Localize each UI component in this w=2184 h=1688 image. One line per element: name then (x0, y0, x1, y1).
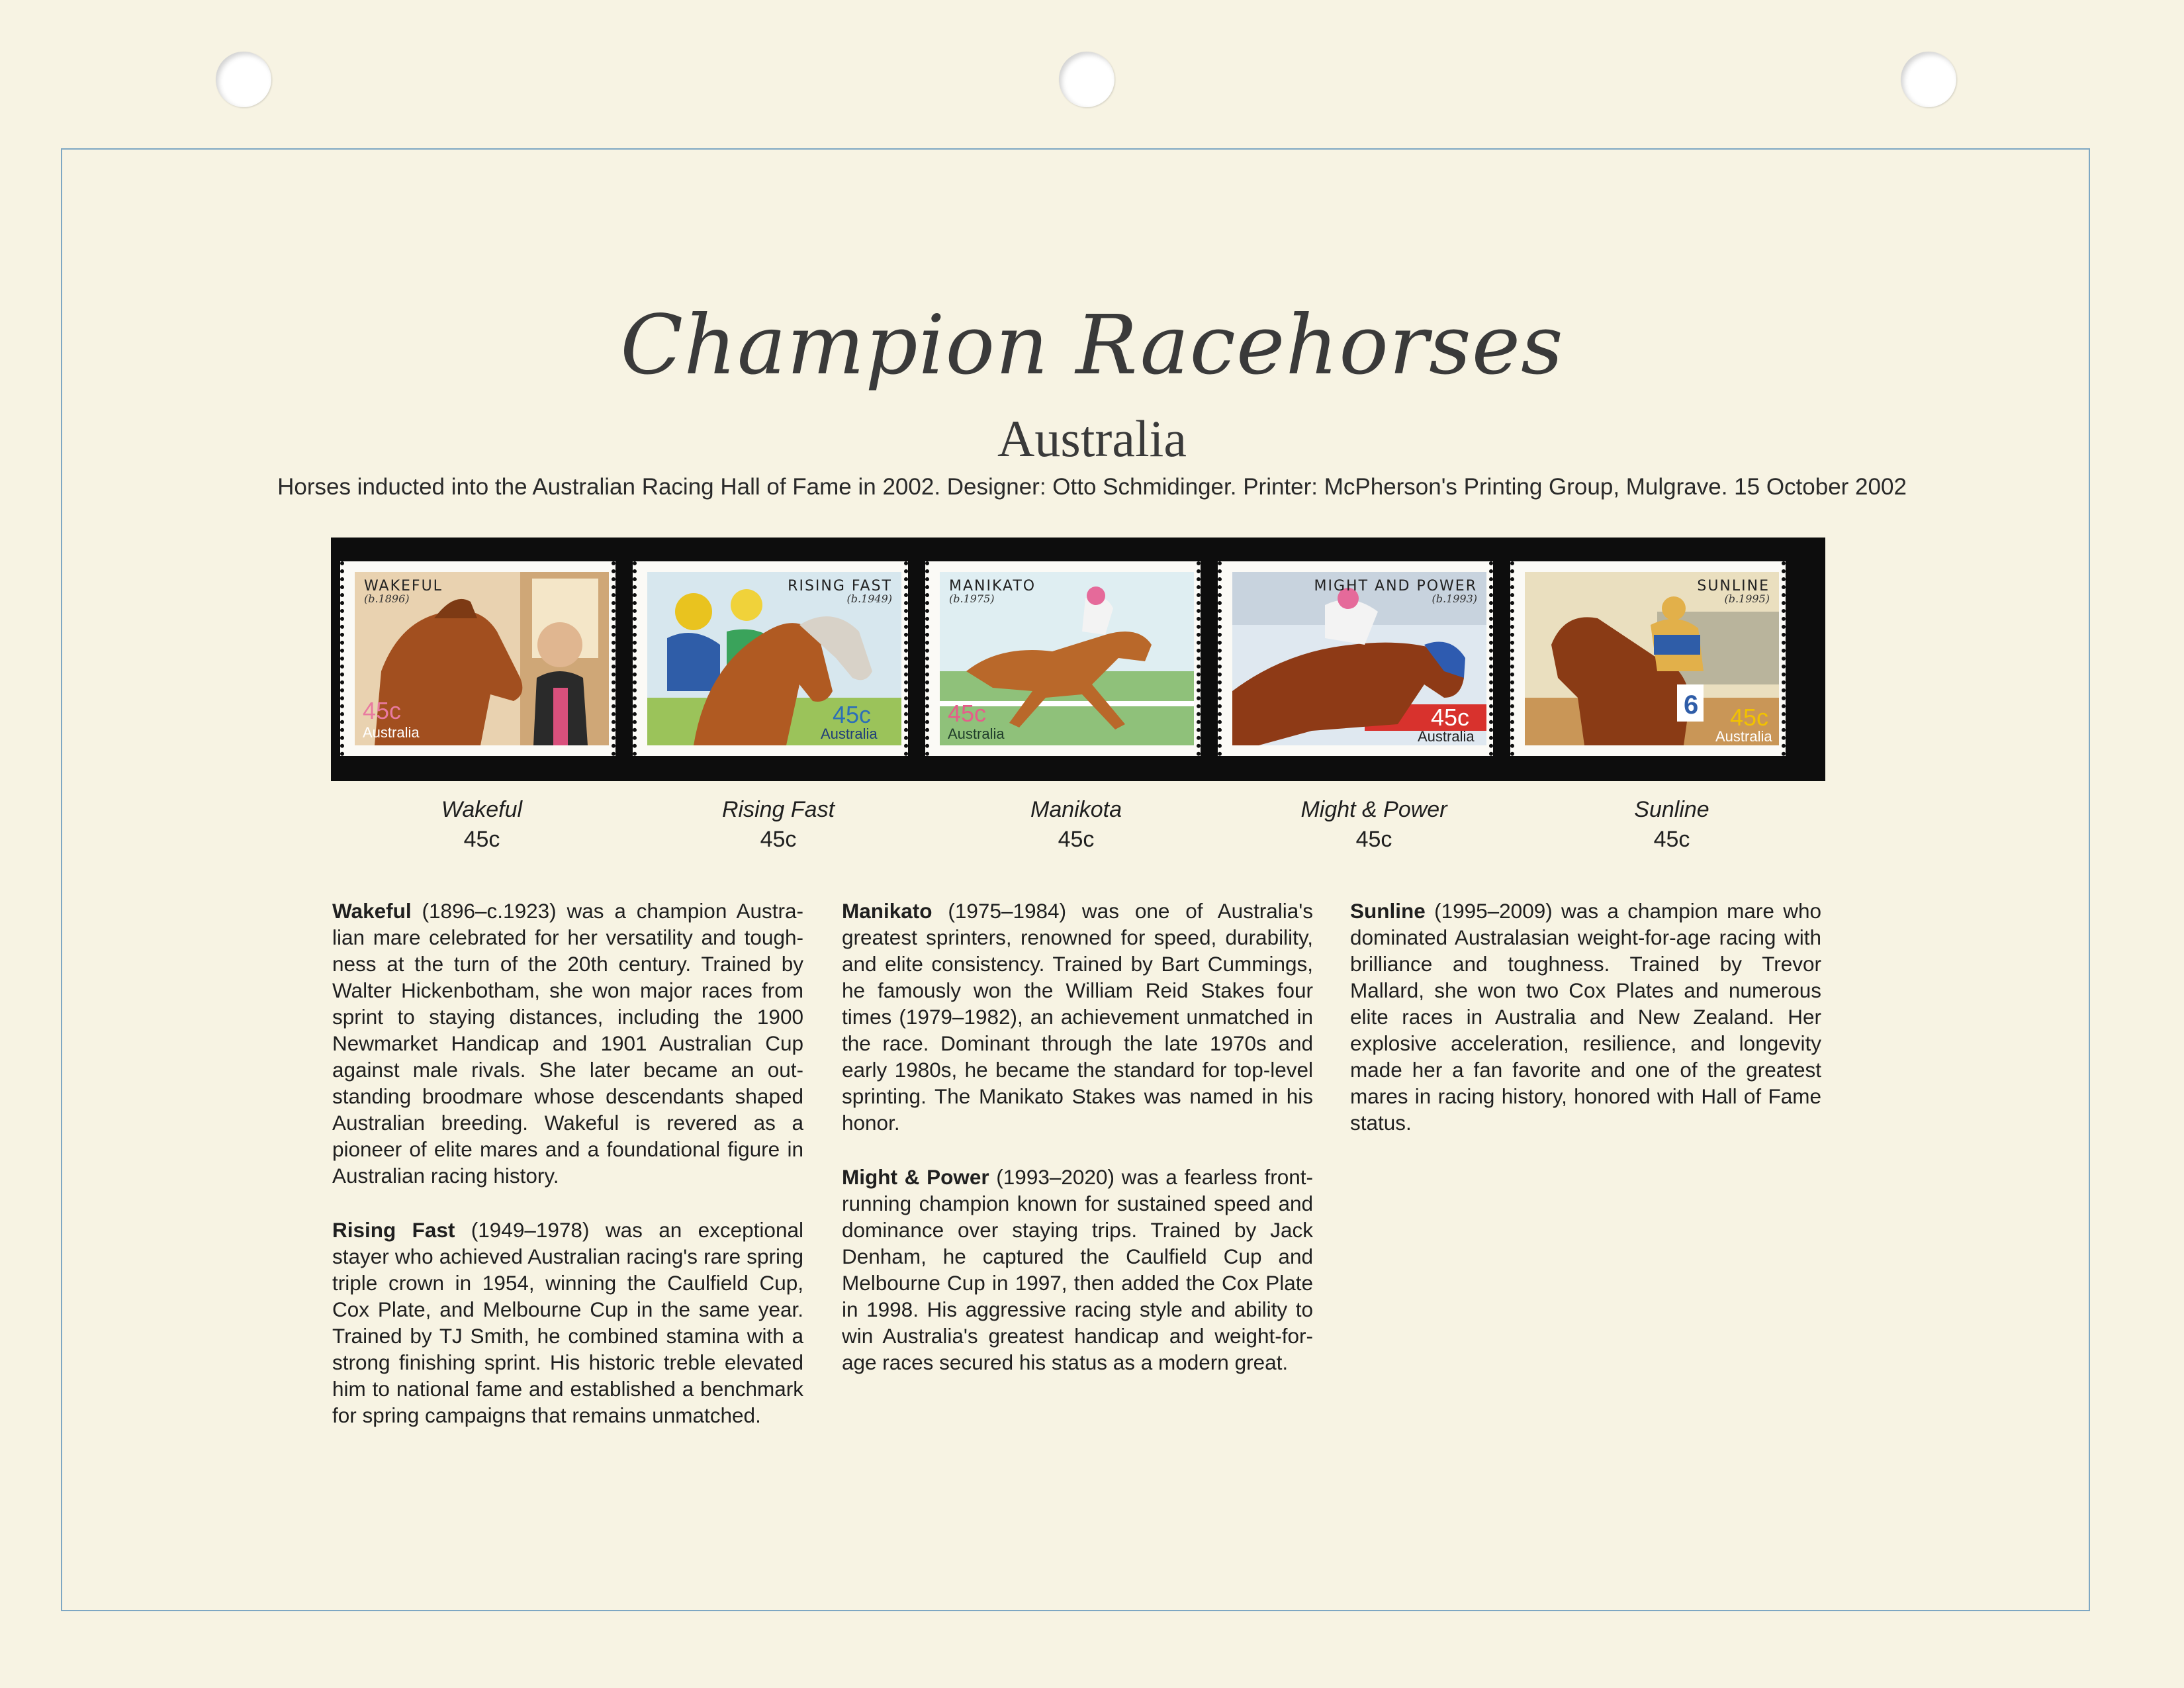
stamp-value: 45c (833, 701, 872, 728)
stamp-value: 45c (948, 700, 987, 727)
stamp-country: Australia (821, 726, 878, 742)
stamp-wakeful (340, 561, 615, 756)
stamp-country: Australia (1418, 728, 1475, 745)
page-title: Champion Racehorses (620, 298, 1564, 393)
stamp-label-might-power (1228, 797, 1520, 853)
bio-text: (1993–2020) was a fearless front-running champion known for sustained speed and dominance over staying trips. Trained by Jack Denham, he captured the Caulfield Cup and Melbourne Cup in 1997, then added the Cox Plate in 1998. His aggressive racing style and ability to win Australia's greatest handicap and weight-for-age races secured his status as a modern great. (842, 1165, 1314, 1374)
stamp-label-name: Manikota (1030, 797, 1122, 822)
bio-text: (1896–c.1923) was a champion Australian mare celebrated for her versatility and toughness at the turn of the 20th century. Trained by Walter Hickenbotham, she won major races from sprint to staying distances, including the 1900 Newmarket Handicap and 1901 Australian Cup against male rivals. She later became an outstanding broodmare whose descendants shaped Australian breeding. Wakeful is revered as a pioneer of elite mares and a foundational figure in Australian racing history. (332, 899, 803, 1188)
bio-column-middle (842, 898, 1313, 1403)
stamp-label-rising-fast (633, 797, 924, 853)
stamp-sunline-art (1525, 572, 1779, 745)
stamp-label-sunline (1526, 797, 1817, 853)
bio-name: Wakeful (332, 899, 412, 923)
bio-text: (1949–1978) was an exceptional stayer who achieved Australian racing's rare spring triple crown in 1954, winning the Caulfield Cup, Cox Plate, and Melbourne Cup in the same year. Trained by TJ Smith, he combined stamina with a strong finishing sprint. His historic treble elevated him to national fame and established a benchmark for spring campaigns that remains unmatched. (332, 1218, 803, 1427)
issue-caption: Horses inducted into the Australian Racing Hall of Fame in 2002. Designer: Otto Schmidinger. Printer: McPherson's Printing Group, Mulgrave. 15 October 2002 (277, 474, 1907, 500)
stamp-born: (b.1995) (1724, 592, 1770, 605)
stamp-born: (b.1896) (364, 592, 410, 605)
stamp-name: RISING FAST (788, 578, 892, 594)
bio-sunline (1350, 898, 1821, 1136)
stamp-name: MANIKATO (949, 578, 1036, 594)
stamp-label-value: 45c (1355, 827, 1392, 852)
stamp-value: 45c (1431, 704, 1470, 731)
stamp-born: (b.1975) (949, 592, 995, 605)
stamp-label-value: 45c (1653, 827, 1690, 852)
stamp-value: 45c (1730, 704, 1769, 731)
stamp-might-and-power (1218, 561, 1493, 756)
bio-name: Sunline (1350, 899, 1426, 923)
stamp-name: MIGHT AND POWER (1314, 578, 1477, 594)
stamp-label-manikota (931, 797, 1222, 853)
page-subtitle: Australia (997, 410, 1187, 467)
stamp-born: (b.1993) (1432, 592, 1477, 605)
svg-text:6: 6 (1684, 690, 1699, 720)
punch-hole (1901, 52, 1956, 107)
stamp-sunline (1510, 561, 1786, 756)
stamp-born: (b.1949) (846, 592, 892, 605)
stamp-label-value: 45c (463, 827, 500, 852)
stamp-label-name: Sunline (1634, 797, 1709, 822)
bio-manikato (842, 898, 1313, 1136)
stamp-strip (331, 538, 1825, 781)
stamp-label-name: Rising Fast (721, 797, 835, 822)
bio-text: (1975–1984) was one of Australia's greatest sprinters, renowned for speed, durability, and elite consistency. Trained by Bart Cummings, he famously won the William Reid Stakes four times (1979–1982), an achievement unmatched in the race. Dominant through the late 1970s and early 1980s, he became the standard for top-level sprinting. The Manikato Stakes was named in his honor. (842, 899, 1313, 1135)
stamp-country: Australia (1715, 728, 1772, 745)
bio-rising-fast (332, 1217, 803, 1429)
stamp-name: WAKEFUL (364, 578, 443, 594)
bio-column-left (332, 898, 803, 1456)
stamp-manikato-art (940, 572, 1194, 745)
stamp-label-name: Might & Power (1300, 797, 1447, 822)
bio-name: Manikato (842, 899, 933, 923)
stamp-rising-fast (633, 561, 908, 756)
punch-hole (216, 52, 271, 107)
stamp-label-wakeful (336, 797, 627, 853)
stamp-country: Australia (948, 726, 1005, 742)
stamp-manikato (925, 561, 1201, 756)
stamp-label-value: 45c (1058, 827, 1095, 852)
bio-text: (1995–2009) was a champion mare who dominated Australasian weight-for-age racing with brilliance and toughness. Trained by Trevor Mallard, she won two Cox Plates and numerous elite races in Australia and New Zealand. Her explosive acceleration, resilience, and longevity made her a fan favorite and one of the greatest mares in racing history, honored with Hall of Fame status. (1350, 899, 1821, 1135)
punch-hole (1059, 52, 1115, 107)
bio-name: Might & Power (842, 1165, 989, 1189)
bio-column-right (1350, 898, 1821, 1164)
stamp-rising-fast-art (647, 572, 901, 745)
stamp-name: SUNLINE (1697, 578, 1770, 594)
stamp-label-name: Wakeful (441, 797, 523, 822)
stamp-might-and-power-art (1232, 572, 1486, 745)
stamp-country: Australia (363, 724, 420, 741)
stamp-label-value: 45c (760, 827, 797, 852)
bio-name: Rising Fast (332, 1218, 455, 1242)
bio-wakeful (332, 898, 803, 1189)
bio-might-power (842, 1164, 1313, 1376)
stamp-wakeful-art (355, 572, 609, 745)
stamp-value: 45c (363, 697, 402, 724)
